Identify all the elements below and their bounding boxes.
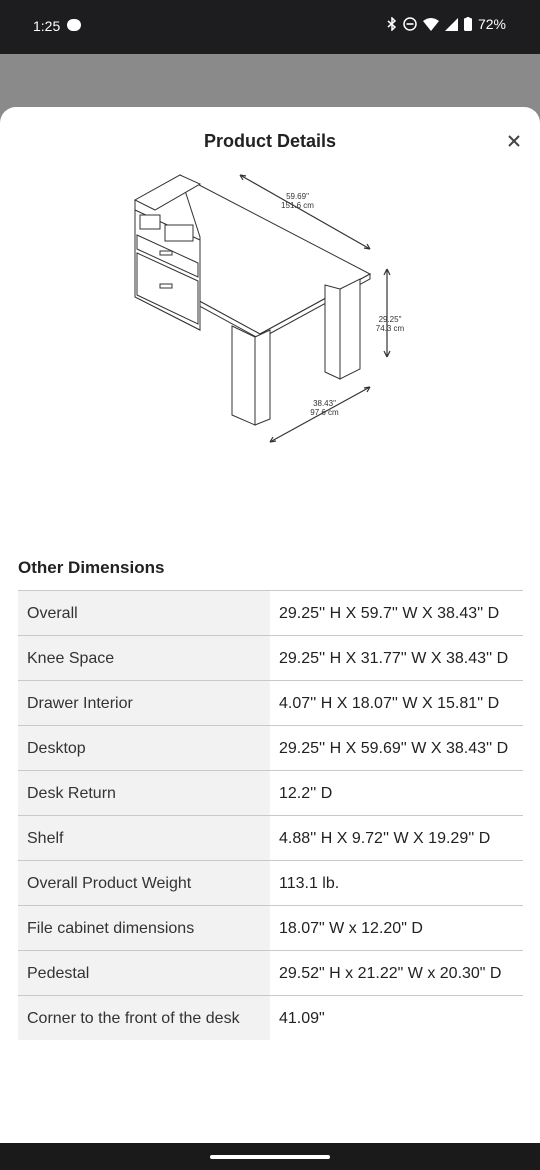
bluetooth-icon [387, 17, 397, 31]
height-cm-label: 74.3 cm [375, 324, 405, 333]
status-bar [0, 0, 540, 54]
dimension-value: 41.09" [270, 996, 523, 1041]
table-row [18, 771, 523, 816]
table-row [18, 906, 523, 951]
table-row [18, 591, 523, 636]
table-row [18, 951, 523, 996]
dimension-label: File cabinet dimensions [18, 906, 270, 951]
product-details-sheet [0, 107, 540, 1143]
dimension-label: Overall [18, 591, 270, 636]
table-row [18, 816, 523, 861]
width-cm-label: 151.6 cm [281, 201, 314, 210]
table-row [18, 861, 523, 906]
dimension-label: Desktop [18, 726, 270, 771]
table-row [18, 681, 523, 726]
battery-icon [464, 17, 472, 31]
wifi-icon [423, 18, 439, 31]
depth-inches-label: 38.43" [313, 399, 336, 408]
dimension-label: Overall Product Weight [18, 861, 270, 906]
table-row [18, 726, 523, 771]
dimension-label: Desk Return [18, 771, 270, 816]
dimension-label: Drawer Interior [18, 681, 270, 726]
do-not-disturb-icon [403, 17, 417, 31]
dimension-label: Pedestal [18, 951, 270, 996]
dimension-value: 29.25'' H X 31.77'' W X 38.43'' D [270, 636, 523, 681]
dimensions-table [18, 590, 523, 1040]
status-time: 1:25 [33, 18, 61, 34]
dimension-value: 113.1 lb. [270, 861, 523, 906]
dimension-value: 29.25'' H X 59.69'' W X 38.43'' D [270, 726, 523, 771]
desk-line-drawing [120, 167, 420, 457]
dimension-value: 12.2'' D [270, 771, 523, 816]
dimension-label: Knee Space [18, 636, 270, 681]
close-button[interactable] [504, 131, 524, 151]
home-indicator[interactable] [210, 1155, 330, 1159]
height-inches-label: 29.25" [378, 315, 402, 324]
dimension-value: 4.07'' H X 18.07'' W X 15.81'' D [270, 681, 523, 726]
dimension-value: 18.07" W x 12.20" D [270, 906, 523, 951]
dimension-value: 29.25'' H X 59.7'' W X 38.43'' D [270, 591, 523, 636]
table-row [18, 636, 523, 681]
product-dimension-diagram [120, 167, 420, 457]
dimension-label: Shelf [18, 816, 270, 861]
dimension-label: Corner to the front of the desk [18, 996, 270, 1041]
table-row [18, 996, 523, 1041]
dimension-value: 29.52" H x 21.22" W x 20.30" D [270, 951, 523, 996]
width-inches-label: 59.69" [286, 192, 309, 201]
sheet-title: Product Details [203, 131, 337, 151]
navigation-bar [0, 1143, 540, 1170]
signal-icon [445, 18, 458, 31]
battery-percent: 72% [477, 16, 506, 32]
depth-cm-label: 97.6 cm [310, 408, 339, 417]
close-icon [508, 135, 520, 147]
status-icons [387, 16, 506, 32]
message-notification-icon [67, 19, 81, 31]
other-dimensions-heading: Other Dimensions [18, 558, 165, 577]
dimension-value: 4.88'' H X 9.72'' W X 19.29'' D [270, 816, 523, 861]
